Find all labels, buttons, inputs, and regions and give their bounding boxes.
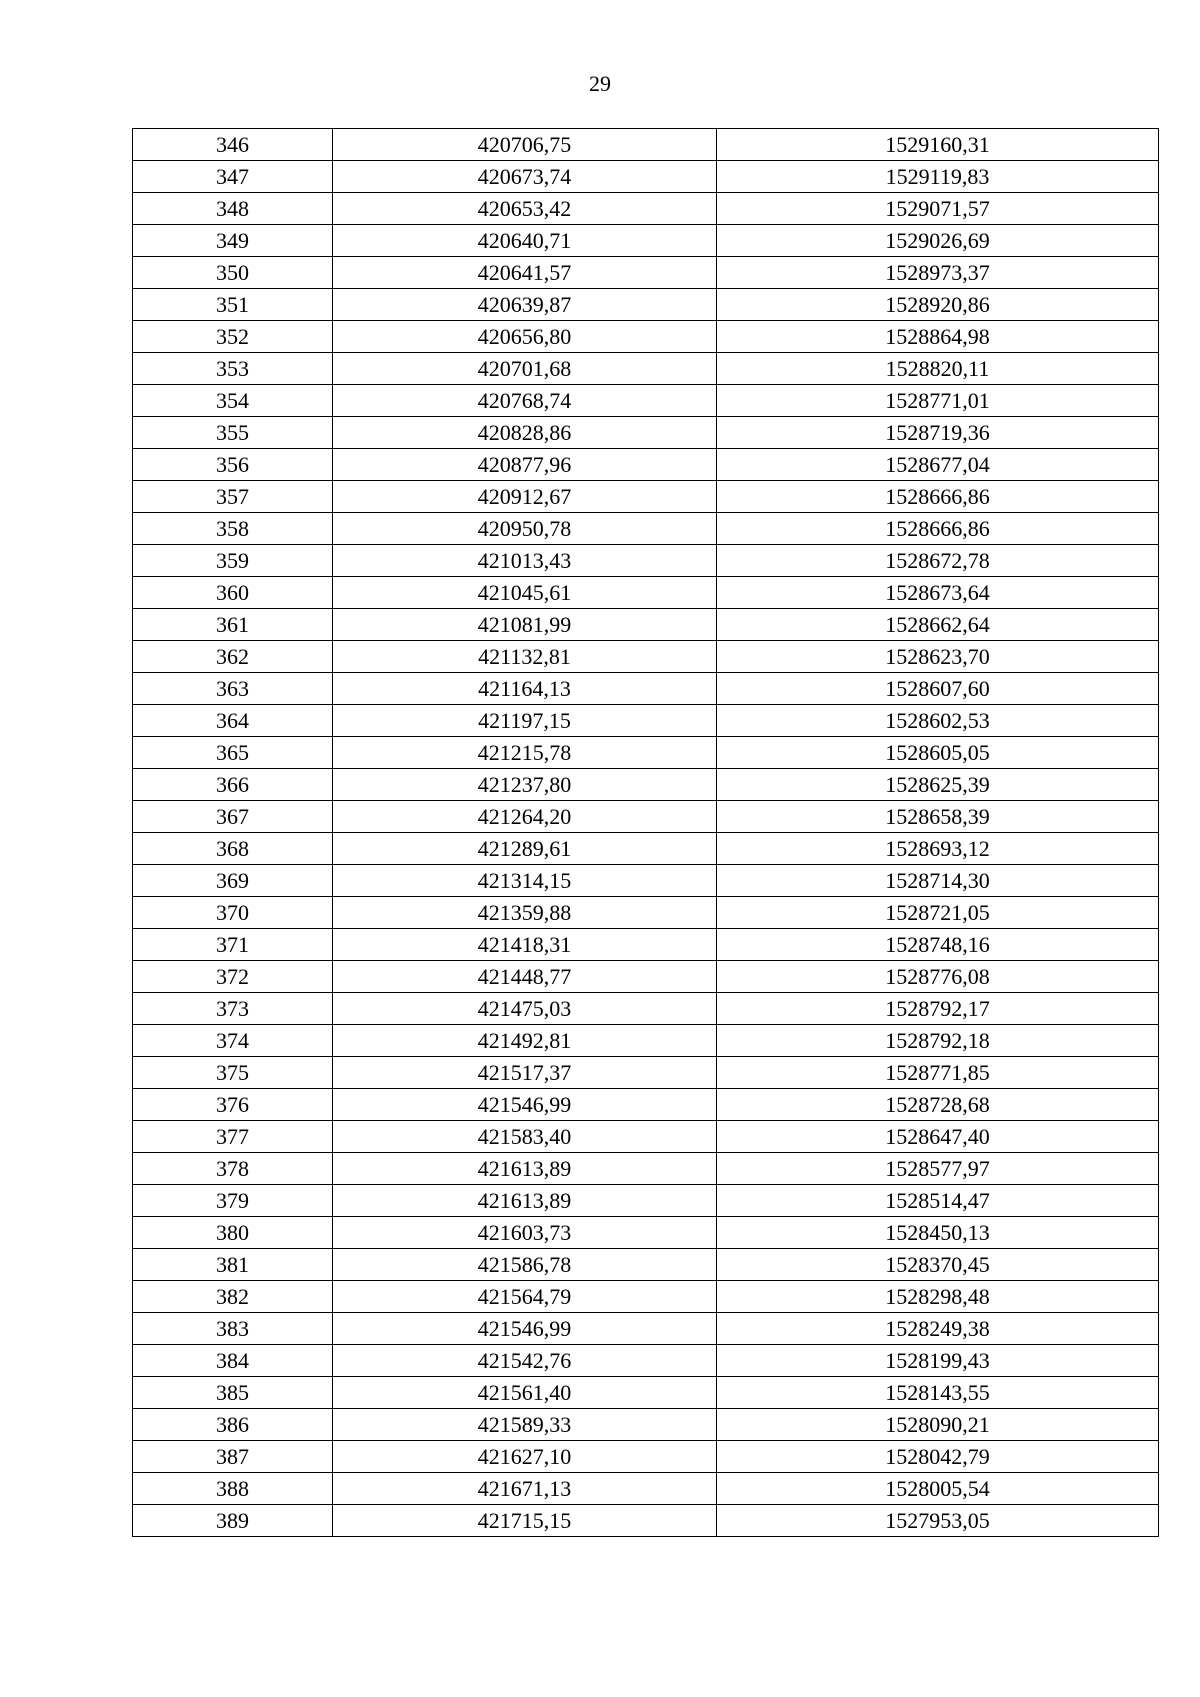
x-coordinate-cell: 421546,99 xyxy=(333,1313,717,1345)
y-coordinate-cell: 1528771,85 xyxy=(717,1057,1159,1089)
point-number-cell: 375 xyxy=(133,1057,333,1089)
table-row xyxy=(133,1217,1159,1249)
table-row xyxy=(133,1025,1159,1057)
point-number-cell: 359 xyxy=(133,545,333,577)
x-coordinate-cell: 420701,68 xyxy=(333,353,717,385)
y-coordinate-cell: 1528672,78 xyxy=(717,545,1159,577)
point-number-cell: 378 xyxy=(133,1153,333,1185)
table-row xyxy=(133,1057,1159,1089)
x-coordinate-cell: 421671,13 xyxy=(333,1473,717,1505)
table-row xyxy=(133,1121,1159,1153)
x-coordinate-cell: 421314,15 xyxy=(333,865,717,897)
y-coordinate-cell: 1528647,40 xyxy=(717,1121,1159,1153)
table-row xyxy=(133,1281,1159,1313)
y-coordinate-cell: 1528090,21 xyxy=(717,1409,1159,1441)
table-row xyxy=(133,289,1159,321)
table-row xyxy=(133,1153,1159,1185)
point-number-cell: 349 xyxy=(133,225,333,257)
table-row xyxy=(133,513,1159,545)
x-coordinate-cell: 421013,43 xyxy=(333,545,717,577)
table-row xyxy=(133,321,1159,353)
x-coordinate-cell: 421215,78 xyxy=(333,737,717,769)
y-coordinate-cell: 1528042,79 xyxy=(717,1441,1159,1473)
table-row xyxy=(133,609,1159,641)
y-coordinate-cell: 1528662,64 xyxy=(717,609,1159,641)
y-coordinate-cell: 1528673,64 xyxy=(717,577,1159,609)
y-coordinate-cell: 1528792,17 xyxy=(717,993,1159,1025)
y-coordinate-cell: 1528920,86 xyxy=(717,289,1159,321)
point-number-cell: 379 xyxy=(133,1185,333,1217)
table-row xyxy=(133,449,1159,481)
table-row xyxy=(133,1505,1159,1537)
table-row xyxy=(133,897,1159,929)
point-number-cell: 388 xyxy=(133,1473,333,1505)
point-number-cell: 385 xyxy=(133,1377,333,1409)
table-row xyxy=(133,481,1159,513)
y-coordinate-cell: 1528623,70 xyxy=(717,641,1159,673)
x-coordinate-cell: 420653,42 xyxy=(333,193,717,225)
point-number-cell: 357 xyxy=(133,481,333,513)
table-row xyxy=(133,1185,1159,1217)
y-coordinate-cell: 1529071,57 xyxy=(717,193,1159,225)
table-row xyxy=(133,129,1159,161)
point-number-cell: 369 xyxy=(133,865,333,897)
y-coordinate-cell: 1528973,37 xyxy=(717,257,1159,289)
x-coordinate-cell: 421448,77 xyxy=(333,961,717,993)
table-row xyxy=(133,673,1159,705)
y-coordinate-cell: 1528721,05 xyxy=(717,897,1159,929)
x-coordinate-cell: 421517,37 xyxy=(333,1057,717,1089)
point-number-cell: 387 xyxy=(133,1441,333,1473)
x-coordinate-cell: 421613,89 xyxy=(333,1185,717,1217)
x-coordinate-cell: 421603,73 xyxy=(333,1217,717,1249)
x-coordinate-cell: 421289,61 xyxy=(333,833,717,865)
x-coordinate-cell: 421583,40 xyxy=(333,1121,717,1153)
y-coordinate-cell: 1528864,98 xyxy=(717,321,1159,353)
y-coordinate-cell: 1528143,55 xyxy=(717,1377,1159,1409)
y-coordinate-cell: 1528693,12 xyxy=(717,833,1159,865)
y-coordinate-cell: 1528607,60 xyxy=(717,673,1159,705)
x-coordinate-cell: 420640,71 xyxy=(333,225,717,257)
point-number-cell: 351 xyxy=(133,289,333,321)
table-row xyxy=(133,225,1159,257)
point-number-cell: 364 xyxy=(133,705,333,737)
table-row xyxy=(133,801,1159,833)
y-coordinate-cell: 1529160,31 xyxy=(717,129,1159,161)
table-row xyxy=(133,193,1159,225)
table-row xyxy=(133,545,1159,577)
y-coordinate-cell: 1528625,39 xyxy=(717,769,1159,801)
table-row xyxy=(133,577,1159,609)
y-coordinate-cell: 1529026,69 xyxy=(717,225,1159,257)
y-coordinate-cell: 1528514,47 xyxy=(717,1185,1159,1217)
y-coordinate-cell: 1528677,04 xyxy=(717,449,1159,481)
x-coordinate-cell: 421045,61 xyxy=(333,577,717,609)
y-coordinate-cell: 1528792,18 xyxy=(717,1025,1159,1057)
x-coordinate-cell: 421475,03 xyxy=(333,993,717,1025)
point-number-cell: 383 xyxy=(133,1313,333,1345)
x-coordinate-cell: 420828,86 xyxy=(333,417,717,449)
x-coordinate-cell: 421197,15 xyxy=(333,705,717,737)
table-row xyxy=(133,769,1159,801)
x-coordinate-cell: 420673,74 xyxy=(333,161,717,193)
x-coordinate-cell: 421564,79 xyxy=(333,1281,717,1313)
x-coordinate-cell: 420706,75 xyxy=(333,129,717,161)
x-coordinate-cell: 421546,99 xyxy=(333,1089,717,1121)
x-coordinate-cell: 420639,87 xyxy=(333,289,717,321)
table-row xyxy=(133,1409,1159,1441)
point-number-cell: 362 xyxy=(133,641,333,673)
point-number-cell: 384 xyxy=(133,1345,333,1377)
x-coordinate-cell: 421418,31 xyxy=(333,929,717,961)
y-coordinate-cell: 1528719,36 xyxy=(717,417,1159,449)
point-number-cell: 356 xyxy=(133,449,333,481)
x-coordinate-cell: 421589,33 xyxy=(333,1409,717,1441)
x-coordinate-cell: 421627,10 xyxy=(333,1441,717,1473)
x-coordinate-cell: 421542,76 xyxy=(333,1345,717,1377)
y-coordinate-cell: 1528577,97 xyxy=(717,1153,1159,1185)
x-coordinate-cell: 420950,78 xyxy=(333,513,717,545)
y-coordinate-cell: 1528771,01 xyxy=(717,385,1159,417)
point-number-cell: 348 xyxy=(133,193,333,225)
point-number-cell: 347 xyxy=(133,161,333,193)
table-row xyxy=(133,1313,1159,1345)
table-row xyxy=(133,1249,1159,1281)
x-coordinate-cell: 421715,15 xyxy=(333,1505,717,1537)
x-coordinate-cell: 421164,13 xyxy=(333,673,717,705)
table-row xyxy=(133,417,1159,449)
x-coordinate-cell: 420656,80 xyxy=(333,321,717,353)
point-number-cell: 358 xyxy=(133,513,333,545)
point-number-cell: 381 xyxy=(133,1249,333,1281)
x-coordinate-cell: 421081,99 xyxy=(333,609,717,641)
table-row xyxy=(133,705,1159,737)
x-coordinate-cell: 421264,20 xyxy=(333,801,717,833)
y-coordinate-cell: 1528658,39 xyxy=(717,801,1159,833)
x-coordinate-cell: 421561,40 xyxy=(333,1377,717,1409)
coordinates-table xyxy=(132,128,1159,1537)
point-number-cell: 373 xyxy=(133,993,333,1025)
y-coordinate-cell: 1528748,16 xyxy=(717,929,1159,961)
x-coordinate-cell: 420768,74 xyxy=(333,385,717,417)
table-row xyxy=(133,993,1159,1025)
table-row xyxy=(133,961,1159,993)
x-coordinate-cell: 420877,96 xyxy=(333,449,717,481)
y-coordinate-cell: 1529119,83 xyxy=(717,161,1159,193)
point-number-cell: 352 xyxy=(133,321,333,353)
y-coordinate-cell: 1528776,08 xyxy=(717,961,1159,993)
table-row xyxy=(133,161,1159,193)
point-number-cell: 346 xyxy=(133,129,333,161)
y-coordinate-cell: 1528249,38 xyxy=(717,1313,1159,1345)
coordinates-table-body xyxy=(133,129,1159,1537)
point-number-cell: 363 xyxy=(133,673,333,705)
table-row xyxy=(133,257,1159,289)
y-coordinate-cell: 1528728,68 xyxy=(717,1089,1159,1121)
point-number-cell: 389 xyxy=(133,1505,333,1537)
x-coordinate-cell: 421613,89 xyxy=(333,1153,717,1185)
y-coordinate-cell: 1528602,53 xyxy=(717,705,1159,737)
point-number-cell: 382 xyxy=(133,1281,333,1313)
point-number-cell: 355 xyxy=(133,417,333,449)
y-coordinate-cell: 1528666,86 xyxy=(717,513,1159,545)
x-coordinate-cell: 421492,81 xyxy=(333,1025,717,1057)
point-number-cell: 376 xyxy=(133,1089,333,1121)
point-number-cell: 372 xyxy=(133,961,333,993)
point-number-cell: 367 xyxy=(133,801,333,833)
point-number-cell: 370 xyxy=(133,897,333,929)
x-coordinate-cell: 420641,57 xyxy=(333,257,717,289)
y-coordinate-cell: 1528298,48 xyxy=(717,1281,1159,1313)
y-coordinate-cell: 1528714,30 xyxy=(717,865,1159,897)
table-row xyxy=(133,353,1159,385)
x-coordinate-cell: 420912,67 xyxy=(333,481,717,513)
table-row xyxy=(133,737,1159,769)
x-coordinate-cell: 421586,78 xyxy=(333,1249,717,1281)
x-coordinate-cell: 421237,80 xyxy=(333,769,717,801)
point-number-cell: 371 xyxy=(133,929,333,961)
y-coordinate-cell: 1528820,11 xyxy=(717,353,1159,385)
table-row xyxy=(133,929,1159,961)
table-row xyxy=(133,1377,1159,1409)
point-number-cell: 360 xyxy=(133,577,333,609)
page-number: 29 xyxy=(589,71,611,96)
table-row xyxy=(133,1089,1159,1121)
point-number-cell: 380 xyxy=(133,1217,333,1249)
y-coordinate-cell: 1528605,05 xyxy=(717,737,1159,769)
table-row xyxy=(133,1441,1159,1473)
table-row xyxy=(133,1345,1159,1377)
point-number-cell: 374 xyxy=(133,1025,333,1057)
y-coordinate-cell: 1528370,45 xyxy=(717,1249,1159,1281)
y-coordinate-cell: 1528199,43 xyxy=(717,1345,1159,1377)
table-row xyxy=(133,865,1159,897)
table-row xyxy=(133,1473,1159,1505)
table-row xyxy=(133,641,1159,673)
y-coordinate-cell: 1527953,05 xyxy=(717,1505,1159,1537)
point-number-cell: 354 xyxy=(133,385,333,417)
point-number-cell: 386 xyxy=(133,1409,333,1441)
table-row xyxy=(133,833,1159,865)
point-number-cell: 366 xyxy=(133,769,333,801)
y-coordinate-cell: 1528450,13 xyxy=(717,1217,1159,1249)
x-coordinate-cell: 421359,88 xyxy=(333,897,717,929)
point-number-cell: 353 xyxy=(133,353,333,385)
y-coordinate-cell: 1528005,54 xyxy=(717,1473,1159,1505)
point-number-cell: 361 xyxy=(133,609,333,641)
point-number-cell: 350 xyxy=(133,257,333,289)
point-number-cell: 365 xyxy=(133,737,333,769)
table-row xyxy=(133,385,1159,417)
y-coordinate-cell: 1528666,86 xyxy=(717,481,1159,513)
point-number-cell: 377 xyxy=(133,1121,333,1153)
x-coordinate-cell: 421132,81 xyxy=(333,641,717,673)
point-number-cell: 368 xyxy=(133,833,333,865)
